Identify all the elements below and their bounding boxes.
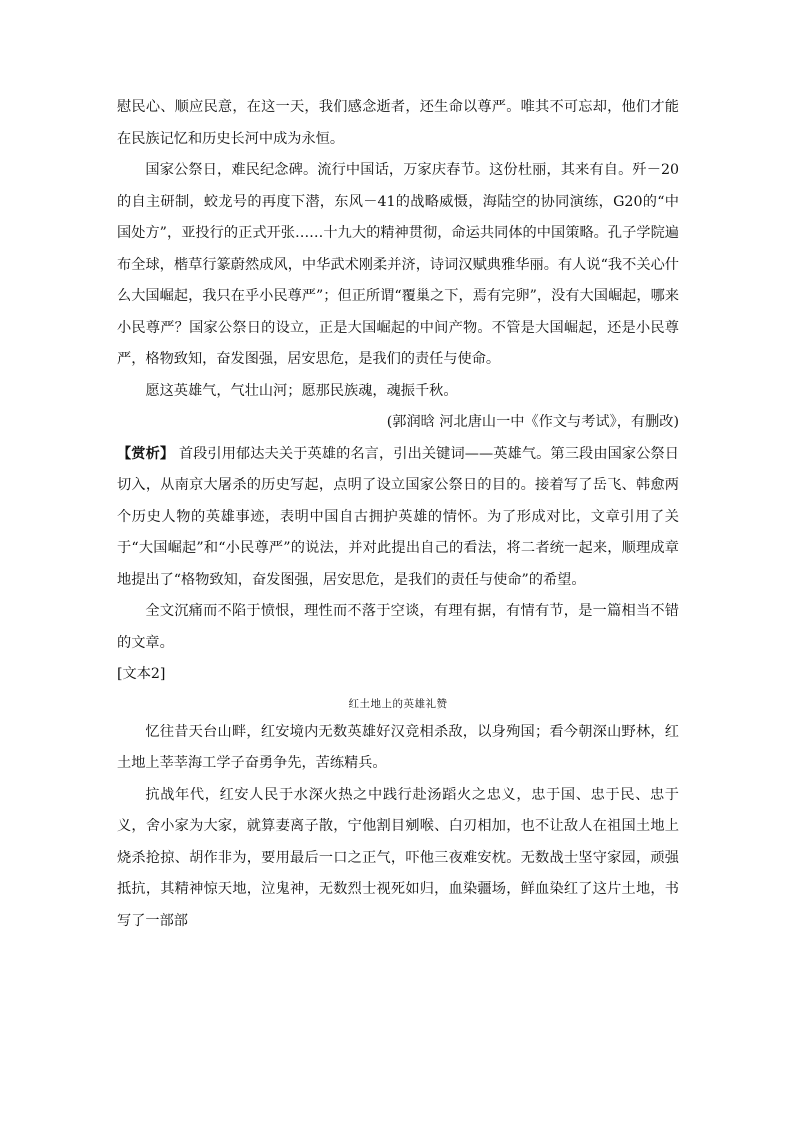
paragraph-2: 国家公祭日，难民纪念碑。流行中国话，万家庆春节。这份杜丽，其来有自。歼－20的自主研制，蛟龙号的再度下潜，东风－41的战略威慑，海陆空的协同演练，G20的“中国处方”，亚投行的正式开张……十九大的精神贯彻，命运共同体的中国策略。孔子学院遍布全球，楷草行篆蔚然成风，中华武术刚柔并济，诗词汉赋典雅华丽。有人说“我不关心什么大国崛起，我只在乎小民尊严”；但正所谓“覆巢之下，焉有完卵”，没有大国崛起，哪来小民尊严？国家公祭日的设立，正是大国崛起的中间产物。不管是大国崛起，还是小民尊严，格物致知，奋发图强，居安思危，是我们的责任与使命。 <box>117 162 679 367</box>
document-page <box>117 92 679 937</box>
paragraph-3: 愿这英雄气，气壮山河；愿那民族魂，魂振千秋。 <box>145 382 458 399</box>
commentary-text: 首段引用郁达夫关于英雄的名言，引出关键词——英雄气。第三段由国家公祭日切入，从南京大屠杀的历史写起，点明了设立国家公祭日的目的。接着写了岳飞、韩愈两个历史人物的英雄事迹，表明中国自古拥护英雄的情怀。为了形成对比，文章引用了关于“大国崛起”和“小民尊严”的说法，并对此提出自己的看法，将二者统一起来，顺理成章地提出了“格物致知，奋发图强，居安思危，是我们的责任与使命”的希望。 <box>117 445 679 588</box>
paragraph-4: 全文沉痛而不陷于愤恨，理性而不落于空谈，有理有据，有情有节，是一篇相当不错的文章。 <box>117 603 679 651</box>
paragraph-1: 慰民心、顺应民意，在这一天，我们感念逝者，还生命以尊严。唯其不可忘却，他们才能在民族记忆和历史长河中成为永恒。 <box>117 99 679 147</box>
paragraph-6: 抗战年代，红安人民于水深火热之中践行赴汤蹈火之忠义，忠于国、忠于民、忠于义，舍小家为大家，就算妻离子散，宁他割目剜喉、白刃相加，也不让敌人在祖国土地上烧杀抢掠、胡作非为，要用最后一口之正气，吓他三夜难安枕。无数战士坚守家园，顽强抵抗，其精神惊天地，泣鬼神，无数烈士视死如归，血染疆场，鲜血染红了这片土地，书写了一部部 <box>117 786 679 929</box>
paragraph-5: 忆往昔天台山畔，红安境内无数英雄好汉竞相杀敌，以身殉国；看今朝深山野林，红土地上莘莘海工学子奋勇争先，苦练精兵。 <box>117 723 679 771</box>
article-title: 红土地上的英雄礼赞 <box>348 697 448 710</box>
commentary-tag: 【赏析】 <box>117 445 175 462</box>
section-label: [文本2] <box>117 666 166 682</box>
source-citation: (郭润晗 河北唐山一中《作文与考试》，有删改) <box>386 414 679 430</box>
commentary-paragraph <box>117 439 679 597</box>
